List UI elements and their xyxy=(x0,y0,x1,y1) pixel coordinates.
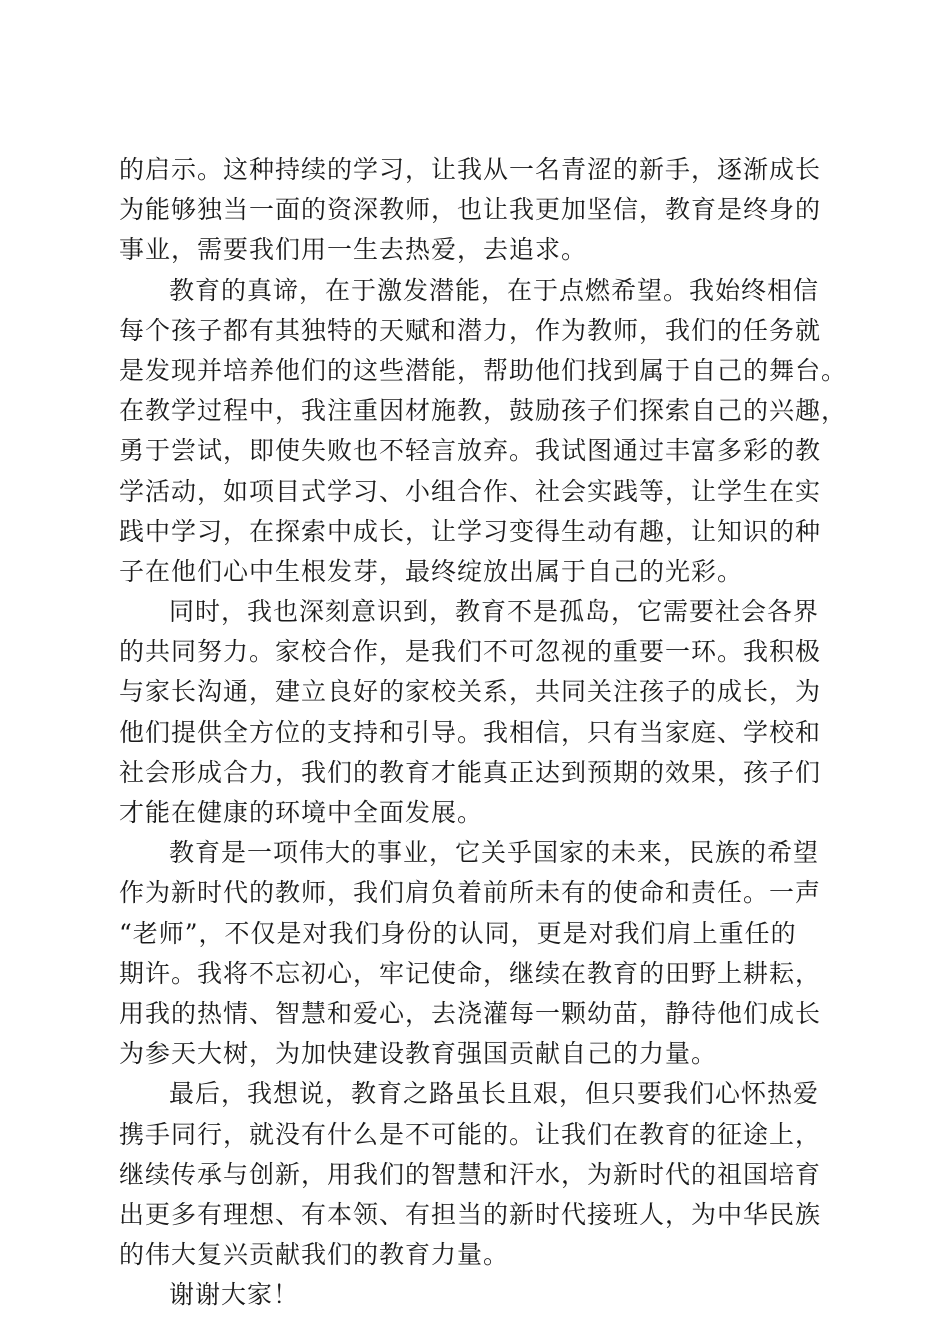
text-line: 同时，我也深刻意识到，教育不是孤岛，它需要社会各界 xyxy=(169,597,820,627)
text-line: 最后，我想说，教育之路虽长且艰，但只要我们心怀热爱 xyxy=(169,1079,820,1109)
text-line: 与家长沟通，建立良好的家校关系，共同关注孩子的成长，为 xyxy=(119,677,822,707)
text-line: 用我的热情、智慧和爱心，去浇灌每一颗幼苗，静待他们成长 xyxy=(119,998,822,1028)
text-line: 每个孩子都有其独特的天赋和潜力，作为教师，我们的任务就 xyxy=(119,315,822,345)
text-line: 期许。我将不忘初心，牢记使命，继续在教育的田野上耕耘， xyxy=(119,958,822,988)
text-line: 为能够独当一面的资深教师，也让我更加坚信，教育是终身的 xyxy=(119,195,822,225)
text-line: 的伟大复兴贡献我们的教育力量。 xyxy=(119,1240,510,1270)
text-line: 携手同行，就没有什么是不可能的。让我们在教育的征途上， xyxy=(119,1119,822,1149)
document-body xyxy=(119,150,848,1315)
text-line: 谢谢大家！ xyxy=(169,1280,300,1310)
text-line: 的启示。这种持续的学习，让我从一名青涩的新手，逐渐成长 xyxy=(119,155,822,184)
text-line: 才能在健康的环境中全面发展。 xyxy=(119,798,484,827)
text-line: 继续传承与创新，用我们的智慧和汗水，为新时代的祖国培育 xyxy=(119,1159,822,1189)
text-line: 为参天大树，为加快建设教育强国贡献自己的力量。 xyxy=(119,1039,718,1069)
text-line: 教育的真谛，在于激发潜能，在于点燃希望。我始终相信 xyxy=(169,275,820,305)
text-line: 子在他们心中生根发芽，最终绽放出属于自己的光彩。 xyxy=(119,556,744,586)
text-line: 勇于尝试，即使失败也不轻言放弃。我试图通过丰富多彩的教 xyxy=(119,436,822,466)
text-line: 事业，需要我们用一生去热爱，去追求。 xyxy=(119,235,588,265)
text-line: 是发现并培养他们的这些潜能，帮助他们找到属于自己的舞台。 xyxy=(119,355,848,385)
text-line: 教育是一项伟大的事业，它关乎国家的未来，民族的希望 xyxy=(169,838,820,868)
text-line: 践中学习，在探索中成长，让学习变得生动有趣，让知识的种 xyxy=(119,516,822,546)
text-line: 作为新时代的教师，我们肩负着前所未有的使命和责任。一声 xyxy=(119,878,822,908)
text-line: 在教学过程中，我注重因材施教，鼓励孩子们探索自己的兴趣， xyxy=(119,396,848,426)
text-line: 社会形成合力，我们的教育才能真正达到预期的效果，孩子们 xyxy=(119,757,822,787)
text-line: 的共同努力。家校合作，是我们不可忽视的重要一环。我积极 xyxy=(119,637,822,667)
text-line: 他们提供全方位的支持和引导。我相信，只有当家庭、学校和 xyxy=(119,717,822,747)
text-line: “老师”，不仅是对我们身份的认同，更是对我们肩上重任的 xyxy=(119,918,797,948)
text-line: 学活动，如项目式学习、小组合作、社会实践等，让学生在实 xyxy=(119,476,822,506)
text-line: 出更多有理想、有本领、有担当的新时代接班人，为中华民族 xyxy=(119,1199,822,1229)
